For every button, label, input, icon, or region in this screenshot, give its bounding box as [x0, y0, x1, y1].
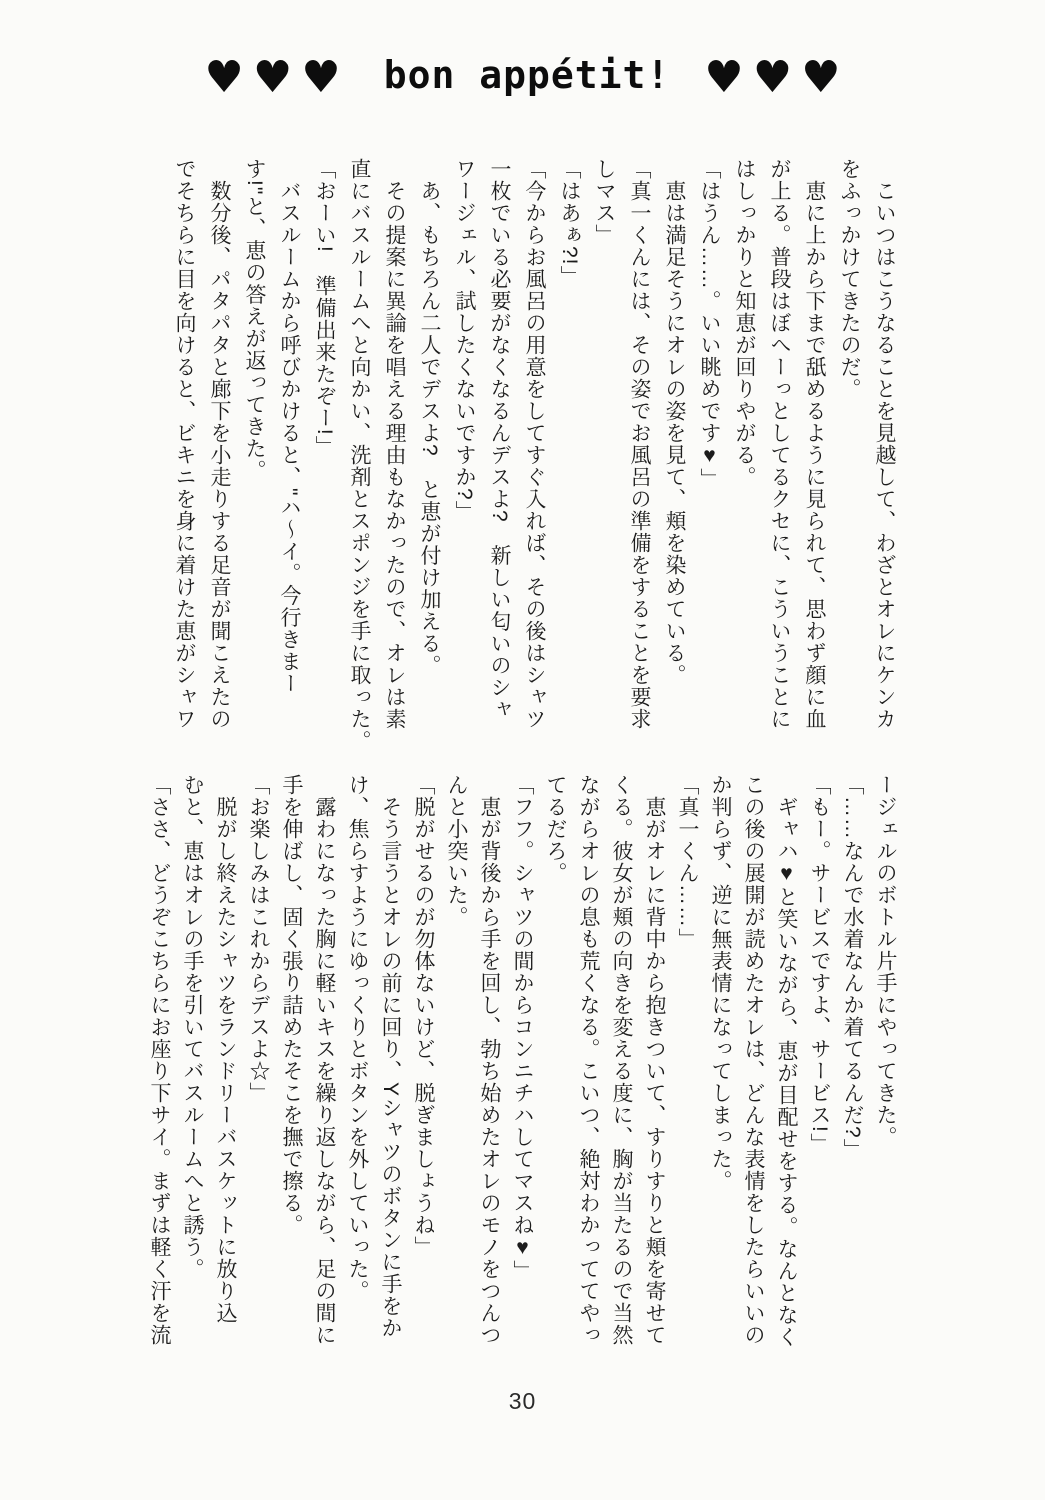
text-column: はしっかりと知恵が回りやがる。	[733, 158, 756, 488]
text-column: 「はあぁ?!」	[558, 158, 581, 288]
text-column: くる。彼女が頬の向きを変える度に、胸が当たるので当然	[610, 774, 633, 1346]
text-column: ワージェル、試したくないですか?」	[453, 158, 476, 523]
text-column: 「脱がせるのが勿体ないけど、脱ぎましょうね」	[412, 774, 435, 1258]
text-column: 「はうん……。いい眺めです♥」	[698, 158, 721, 490]
text-column: ージェルのボトル片手にやってきた。	[874, 774, 897, 1148]
text-column: あ、もちろん二人でデスよ? と恵が付け加える。	[418, 180, 441, 677]
text-column: こいつはこうなることを見越して、わざとオレにケンカ	[873, 180, 896, 730]
text-column: そう言うとオレの前に回り、Yシャツのボタンに手をか	[379, 796, 402, 1340]
text-column: 「お楽しみはこれからデスよ☆」	[247, 774, 270, 1104]
text-column: 恵は満足そうにオレの姿を見て、頬を染めている。	[663, 180, 686, 686]
page-number: 30	[508, 1388, 537, 1414]
heart-icons-right: ♥♥♥	[704, 52, 850, 103]
text-column: 脱がし終えたシャツをランドリーバスケットに放り込	[214, 796, 237, 1324]
text-column: 「今からお風呂の用意をしてすぐ入れば、その後はシャツ	[523, 158, 546, 730]
vertical-text-block-top	[132, 158, 902, 758]
text-column: 恵が背後から手を回し、勃ち始めたオレのモノをつんつ	[478, 796, 501, 1346]
heart-icons-left: ♥♥♥	[204, 52, 350, 103]
text-column: 「フフ。シャツの間からコンニチハしてマスね♥」	[511, 774, 534, 1282]
text-column: す!"と、恵の答えが返ってきた。	[243, 158, 266, 482]
text-column: 「真一くんには、その姿でお風呂の準備をすることを要求	[628, 158, 651, 730]
text-column: 恵がオレに背中から抱きついて、すりすりと頬を寄せて	[643, 796, 666, 1346]
text-column: 一枚でいる必要がなくなるんデスよ? 新しい匂いのシャ	[488, 158, 511, 721]
text-column: てるだろ。	[544, 774, 567, 884]
text-column: ながらオレの息も荒くなる。こいつ、絶対わかっててやっ	[577, 774, 600, 1346]
text-column: をふっかけてきたのだ。	[838, 158, 861, 400]
text-column: が上る。普段はぼへーっとしてるクセに、こういうことに	[768, 158, 791, 730]
text-column: その提案に異論を唱える理由もなかったので、オレは素	[383, 180, 406, 730]
text-column: バスルームから呼びかけると、"ハ〜イ。今行きまー	[278, 180, 301, 695]
text-column: 恵に上から下まで舐めるように見られて、思わず顔に血	[803, 180, 826, 730]
vertical-text-block-bottom	[132, 774, 902, 1374]
text-column: ギャハ♥と笑いながら、恵が目配せをする。なんとなく	[775, 796, 798, 1348]
text-column: 直にバスルームへと向かい、洗剤とスポンジを手に取った。	[348, 158, 371, 752]
page-header	[0, 52, 1045, 103]
page-title: bon appétit!	[383, 53, 671, 97]
text-column: 「おーい! 準備出来たぞー!」	[313, 158, 336, 458]
text-column: 手を伸ばし、固く張り詰めたそこを撫で擦る。	[280, 774, 303, 1236]
text-column: 「ささ、どうぞこちらにお座り下サイ。まずは軽く汗を流	[148, 774, 171, 1346]
text-column: 露わになった胸に軽いキスを繰り返しながら、足の間に	[313, 796, 336, 1346]
text-column: しマス」	[593, 158, 616, 246]
text-column: この後の展開が読めたオレは、どんな表情をしたらいいの	[742, 774, 765, 1346]
text-column: 「真一くん……」	[676, 774, 699, 950]
text-column: け、焦らすようにゆっくりとボタンを外していった。	[346, 774, 369, 1302]
text-column: 「もー。サービスですよ、サービス!」	[808, 774, 831, 1155]
text-column: むと、恵はオレの手を引いてバスルームへと誘う。	[181, 774, 204, 1280]
text-column: か判らず、逆に無表情になってしまった。	[709, 774, 732, 1192]
text-column: 数分後、パタパタと廊下を小走りする足音が聞こえたの	[208, 180, 231, 730]
text-column: でそちらに目を向けると、ビキニを身に着けた恵がシャワ	[173, 158, 196, 730]
text-column: んと小突いた。	[445, 774, 468, 928]
text-column: 「……なんで水着なんか着てるんだ?」	[841, 774, 864, 1161]
